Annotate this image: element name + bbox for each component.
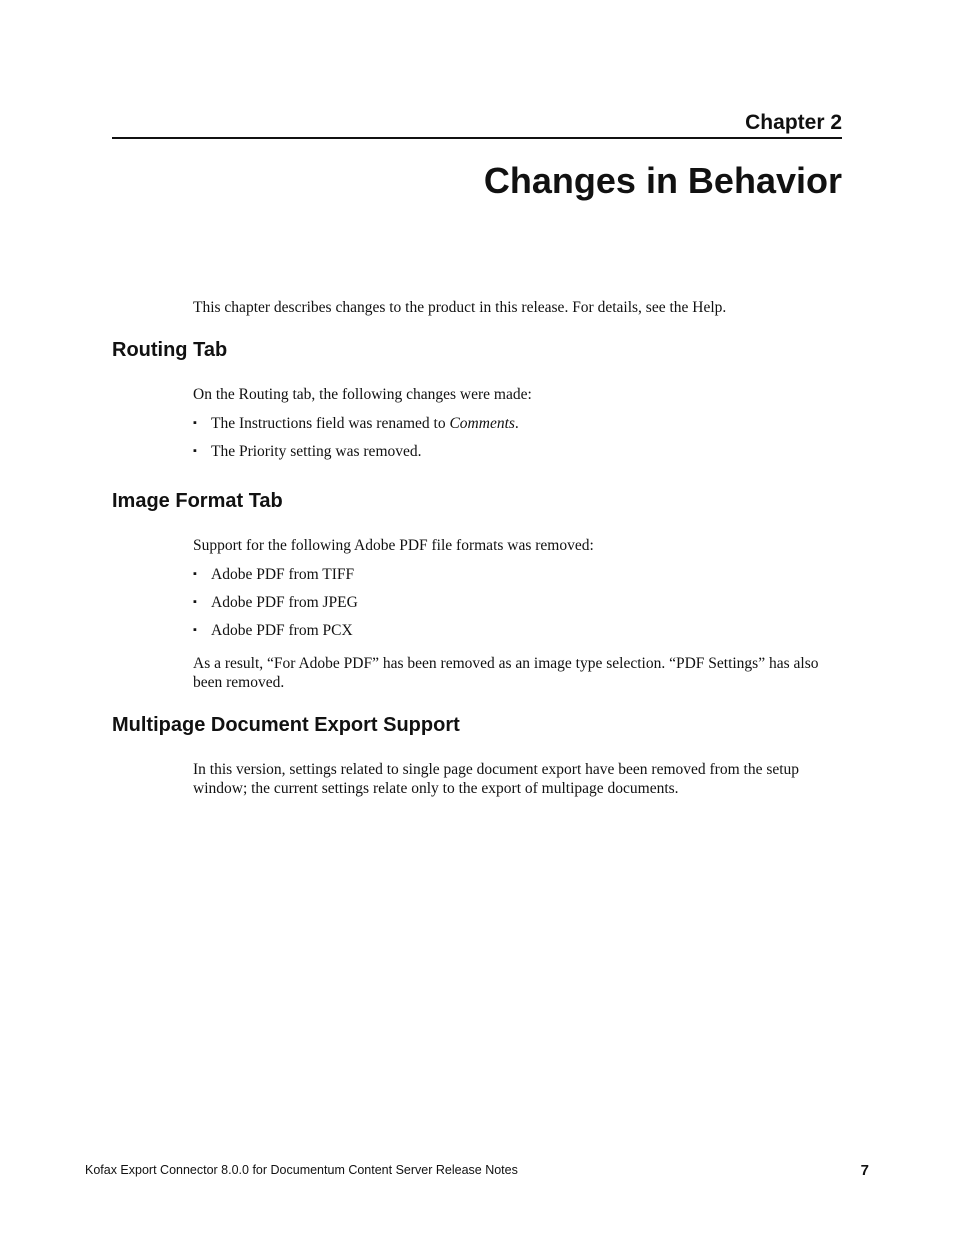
list-item bbox=[193, 442, 843, 461]
list-item-text: The Priority setting was removed. bbox=[211, 443, 422, 460]
list-item bbox=[193, 593, 843, 612]
intro-paragraph: This chapter describes changes to the product in this release. For details, see the Help. bbox=[193, 299, 727, 316]
chapter-label: Chapter 2 bbox=[745, 111, 842, 134]
section-heading-image-format-tab: Image Format Tab bbox=[112, 490, 283, 512]
list-item bbox=[193, 621, 843, 640]
bullet-icon: ▪ bbox=[193, 445, 197, 457]
routing-tab-intro: On the Routing tab, the following changes were made: bbox=[193, 386, 532, 403]
chapter-divider bbox=[112, 137, 842, 139]
page-number: 7 bbox=[860, 1162, 869, 1179]
list-item bbox=[193, 565, 843, 584]
image-format-tab-intro: Support for the following Adobe PDF file formats was removed: bbox=[193, 537, 594, 554]
list-item bbox=[193, 414, 843, 433]
list-item-text: Adobe PDF from TIFF bbox=[211, 566, 355, 583]
list-item-suffix: . bbox=[514, 415, 519, 432]
image-format-tab-note: As a result, “For Adobe PDF” has been removed as an image type selection. “PDF Settings” has also been removed. bbox=[193, 655, 819, 691]
section-heading-routing-tab: Routing Tab bbox=[112, 339, 228, 361]
page-title: Changes in Behavior bbox=[483, 160, 842, 201]
bullet-icon: ▪ bbox=[193, 624, 197, 636]
list-item-text: Adobe PDF from JPEG bbox=[211, 594, 358, 611]
bullet-icon: ▪ bbox=[193, 568, 197, 580]
bullet-icon: ▪ bbox=[193, 417, 197, 429]
list-item-text: Adobe PDF from PCX bbox=[211, 622, 353, 639]
list-item-text: The Instructions field was renamed to bbox=[211, 415, 450, 432]
footer-document-title: Kofax Export Connector 8.0.0 for Documentum Content Server Release Notes bbox=[85, 1163, 518, 1177]
section-heading-multipage-export: Multipage Document Export Support bbox=[112, 714, 460, 736]
list-item-emphasis: Comments bbox=[449, 415, 515, 432]
multipage-export-paragraph: In this version, settings related to single page document export have been removed from the setup window; the current settings relate only to the export of multipage documents. bbox=[193, 761, 800, 797]
bullet-icon: ▪ bbox=[193, 596, 197, 608]
